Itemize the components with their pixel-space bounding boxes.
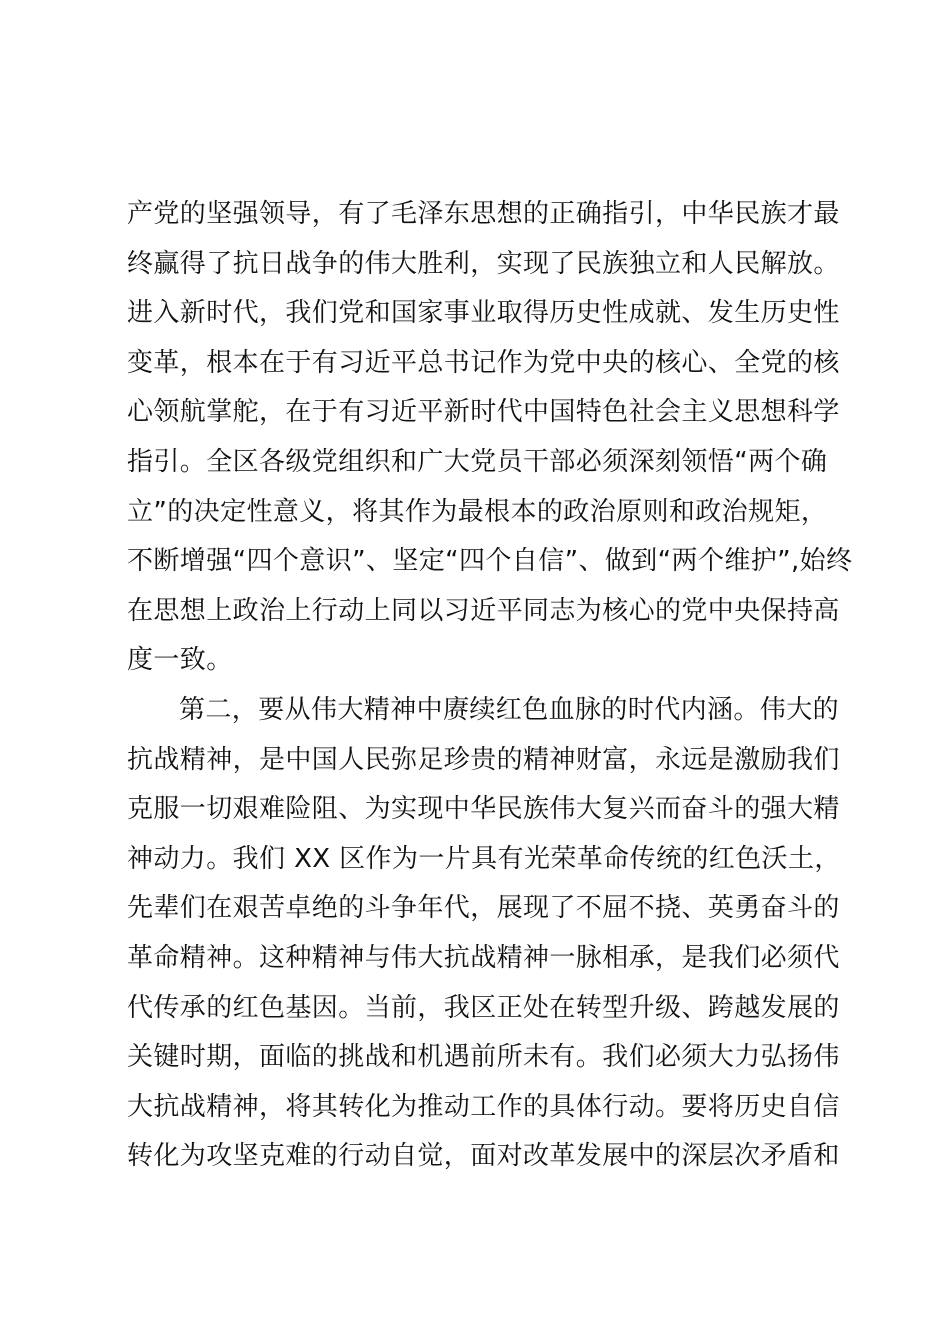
paragraph-1-line-4: 变革，根本在于有习近平总书记作为党中央的核心、全党的核 (127, 347, 840, 378)
paragraph-1-line-1: 产党的坚强领导，有了毛泽东思想的正确指引，中华民族才最 (127, 199, 840, 229)
paragraph-1-line-2: 终赢得了抗日战争的伟大胜利，实现了民族独立和人民解放。 (127, 248, 840, 279)
paragraph-1-line-9: 在思想上政治上行动上同以习近平同志为核心的党中央保持高 (127, 595, 840, 626)
paragraph-1-line-6: 指引。全区各级党组织和广大党员干部必须深刻领悟“两个确 (127, 446, 828, 477)
paragraph-2-line-2: 抗战精神，是中国人民弥足珍贵的精神财富，永远是激励我们 (127, 744, 840, 775)
paragraph-1-line-3: 进入新时代，我们党和国家事业取得历史性成就、发生历史性 (127, 298, 840, 329)
paragraph-2-line-4: 神动力。我们 XX 区作为一片具有光荣革命传统的红色沃土， (127, 843, 841, 874)
paragraph-2-line-9: 大抗战精神，将其转化为推动工作的具体行动。要将历史自信 (127, 1091, 840, 1122)
paragraph-2-line-8: 关键时期，面临的挑战和机遇前所未有。我们必须大力弘扬伟 (127, 1042, 840, 1073)
body-text (127, 190, 853, 1182)
paragraph-2-line-6: 革命精神。这种精神与伟大抗战精神一脉相承，是我们必须代 (127, 942, 840, 973)
paragraph-1-line-7: 立”的决定性意义，将其作为最根本的政治原则和政治规矩， (127, 496, 828, 527)
paragraph-2-line-1: 第二，要从伟大精神中赓续红色血脉的时代内涵。伟大的 (179, 694, 840, 725)
paragraph-1-line-5: 心领航掌舵，在于有习近平新时代中国特色社会主义思想科学 (127, 397, 840, 428)
paragraph-2-line-5: 先辈们在艰苦卓绝的斗争年代，展现了不屈不挠、英勇奋斗的 (127, 893, 840, 924)
paragraph-2-line-7: 代传承的红色基因。当前，我区正处在转型升级、跨越发展的 (127, 992, 840, 1023)
paragraph-2-line-3: 克服一切艰难险阻、为实现中华民族伟大复兴而奋斗的强大精 (127, 794, 840, 825)
paragraph-1-line-10: 度一致。 (127, 645, 233, 676)
paragraph-2-line-10: 转化为攻坚克难的行动自觉，面对改革发展中的深层次矛盾和 (127, 1141, 840, 1172)
paragraph-1-line-8: 不断增强“四个意识”、坚定“四个自信”、做到“两个维护”,始终 (127, 546, 853, 577)
